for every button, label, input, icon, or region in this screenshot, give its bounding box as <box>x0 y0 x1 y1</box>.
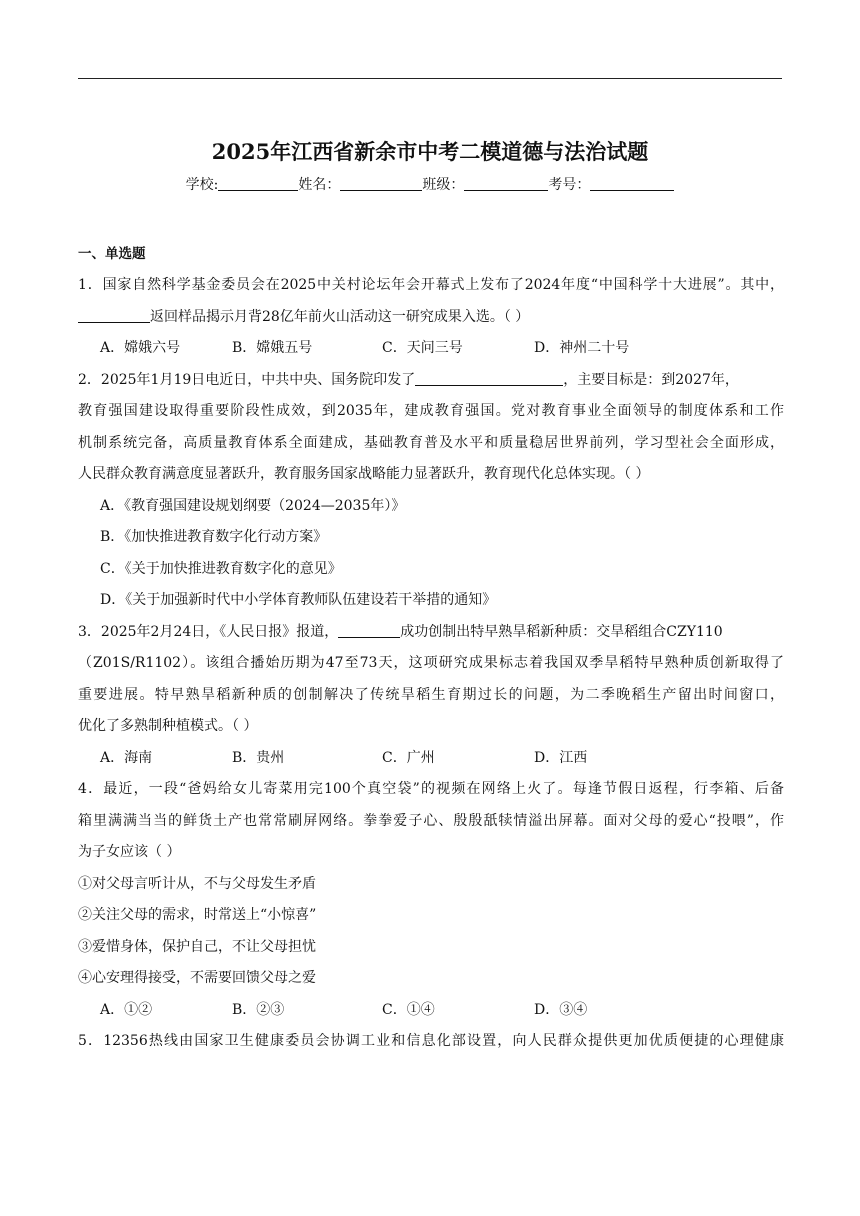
header-rule <box>78 78 782 79</box>
q1-line-1: 1．国家自然科学基金委员会在2025中关村论坛年会开幕式上发布了2024年度“中国科学十大进展”。其中， <box>78 277 784 293</box>
class-label: 班级： <box>422 177 465 193</box>
school-blank[interactable] <box>218 176 298 191</box>
q1-option-d[interactable]: D．神州二十号 <box>534 340 630 356</box>
q4-statement-2: ②关注父母的需求，时常送上“小惊喜” <box>78 907 317 923</box>
student-info-line <box>78 174 782 194</box>
q2-line-2: 教育强国建设取得重要阶段性成效，到2035年，建成教育强国。党对教育事业全面领导的制度体系和工作 <box>78 403 784 419</box>
section-heading: 一、单选题 <box>78 246 146 262</box>
q3-option-d[interactable]: D．江西 <box>534 749 588 766</box>
school-label: 学校: <box>185 177 219 193</box>
q3-line-3: 重要进展。特早熟旱稻新种质的创制解决了传统旱稻生育期过长的问题，为二季晚稻生产留出时间窗口， <box>78 686 784 703</box>
q1-line-2: 返回样品揭示月背28亿年前火山活动这一研究成果入选。（ ） <box>78 302 784 334</box>
questions-body <box>78 270 784 1058</box>
q4-statement-1: ①对父母言听计从，不与父母发生矛盾 <box>78 875 316 892</box>
q4-statement-4: ④心安理得接受，不需要回馈父母之爱 <box>78 970 316 986</box>
q3-line-1: 3．2025年2月24日，《人民日报》报道， 成功创制出特早熟旱稻新种质：交旱稻组合CZY110 <box>78 623 723 640</box>
q4-option-c[interactable]: C．①④ <box>382 1001 435 1018</box>
page-title: 2025年江西省新余市中考二模道德与法治试题 <box>211 139 649 164</box>
q4-line-2: 箱里满满当当的鲜货土产也常常刷屏网络。拳拳爱子心、殷殷舐犊情溢出屏幕。面对父母的爱心“投喂”，作 <box>78 812 784 829</box>
q5-line-1: 5．12356热线由国家卫生健康委员会协调工业和信息化部设置，向人民群众提供更加优质便捷的心理健康 <box>78 1033 784 1049</box>
q1-option-a[interactable]: A．嫦娥六号 <box>100 340 181 356</box>
q4-line-1: 4．最近，一段“爸妈给女儿寄菜用完100个真空袋”的视频在网络上火了。每逢节假日返程，行李箱、后备 <box>78 781 784 797</box>
q4-option-d[interactable]: D．③④ <box>534 1001 588 1018</box>
q2-option-c[interactable]: C．《关于加快推进教育数字化的意见》 <box>100 560 342 577</box>
q1-options <box>78 333 784 365</box>
name-blank[interactable] <box>340 176 422 191</box>
q3-option-a[interactable]: A．海南 <box>100 749 153 766</box>
q4-option-b[interactable]: B．②③ <box>232 1001 285 1018</box>
q1-option-b[interactable]: B．嫦娥五号 <box>232 340 313 356</box>
q2-option-a[interactable]: A．《教育强国建设规划纲要（2024—2035年）》 <box>100 497 406 514</box>
name-label: 姓名： <box>298 177 341 193</box>
q1-answer-blank[interactable] <box>78 308 150 323</box>
q2-line-4: 人民群众教育满意度显著跃升，教育服务国家战略能力显著跃升，教育现代化总体实现。（ ） <box>78 466 650 482</box>
q1-option-c[interactable]: C．天问三号 <box>382 340 463 356</box>
number-label: 考号： <box>548 177 591 193</box>
q2-line-3: 机制系统完备，高质量教育体系全面建成，基础教育普及水平和质量稳居世界前列，学习型社会全面形成， <box>78 434 784 451</box>
q3-line-4: 优化了多熟制种植模式。（ ） <box>78 718 258 734</box>
q4-options <box>78 995 784 1027</box>
class-blank[interactable] <box>464 176 548 191</box>
number-blank[interactable] <box>590 176 674 191</box>
q4-line-3: 为子女应该（ ） <box>78 844 181 860</box>
q3-option-c[interactable]: C．广州 <box>382 749 435 766</box>
q3-options <box>78 743 784 775</box>
q3-line-2: （Z01S/R1102）。该组合播始历期为47至73天，这项研究成果标志着我国双季旱稻特早熟种质创新取得了 <box>78 655 784 671</box>
q2-option-b[interactable]: B．《加快推进教育数字化行动方案》 <box>100 529 328 545</box>
q3-answer-blank[interactable] <box>338 623 400 638</box>
q3-option-b[interactable]: B．贵州 <box>232 749 285 766</box>
q4-statement-3: ③爱惜身体，保护自己，不让父母担忧 <box>78 938 316 955</box>
q2-option-d[interactable]: D．《关于加强新时代中小学体育教师队伍建设若干举措的通知》 <box>100 592 497 608</box>
q2-answer-blank[interactable] <box>415 371 563 386</box>
q2-line-1: 2．2025年1月19日电近日，中共中央、国务院印发了 ，主要目标是：到2027年， <box>78 371 739 388</box>
q4-option-a[interactable]: A．①② <box>100 1001 153 1018</box>
